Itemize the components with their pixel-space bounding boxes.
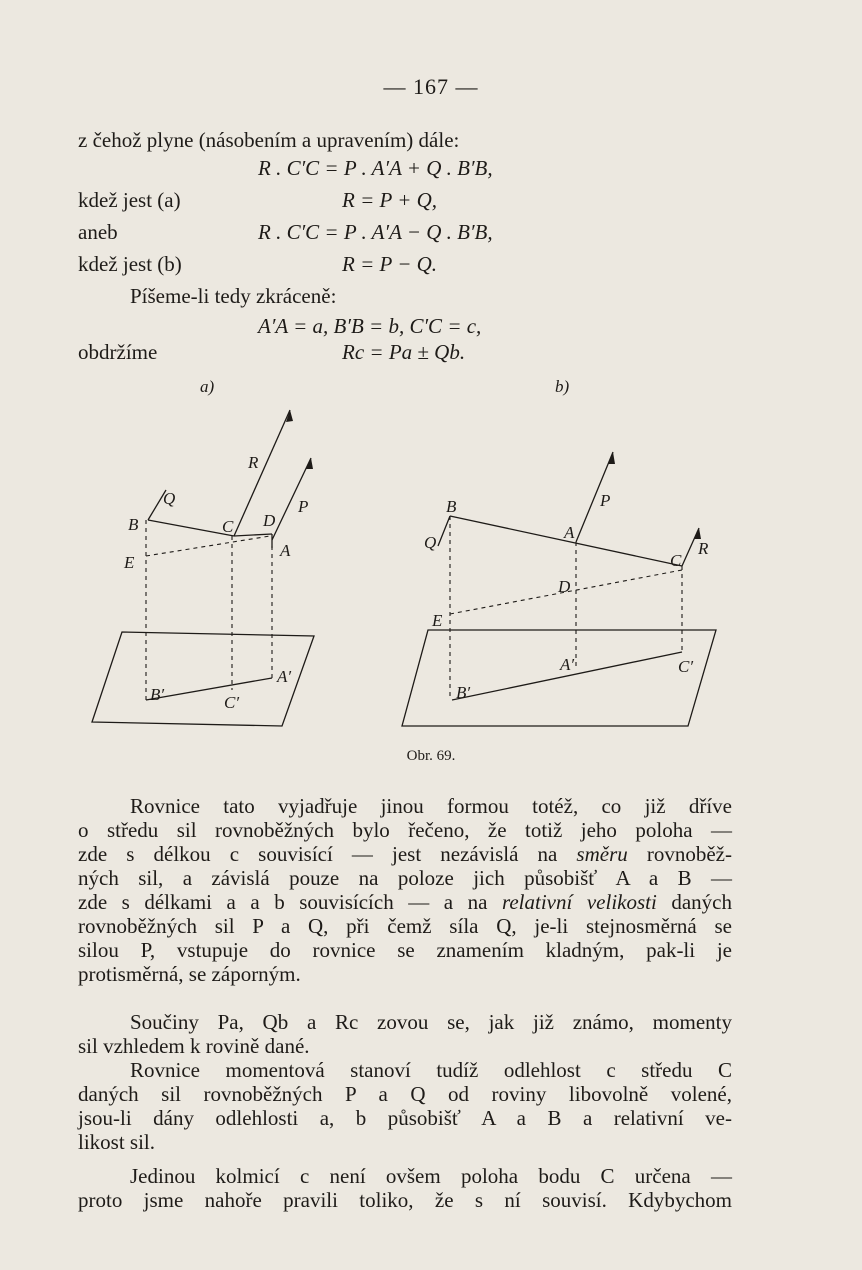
dashed-ed-a [146, 536, 270, 556]
shortened-line: Píšeme-li tedy zkráceně: [130, 284, 337, 308]
label-a-c: C [222, 517, 234, 536]
label-b-q: Q [424, 533, 437, 552]
p1-line-7: silou P, vstupuje do rovnice se znamením kladným, pak-li je [78, 938, 732, 962]
label-a-q: Q [163, 489, 176, 508]
p1-line-6: rovnoběžných sil P a Q, při čemž síla Q, je-li stejnosměrná se [78, 914, 732, 938]
label-a-c1: C′ [224, 693, 240, 712]
figure-caption: Obr. 69. [406, 748, 456, 764]
line-cd-a [234, 534, 272, 536]
label-b-b1: B′ [456, 683, 471, 702]
or-label: aneb [78, 220, 118, 244]
p1-line-3 [78, 842, 732, 866]
equation-4: R = P − Q. [342, 252, 438, 276]
label-a-r: R [248, 453, 259, 472]
we-get-label: obdržíme [78, 340, 158, 364]
where-b-label: kdež jest (b) [78, 252, 182, 276]
p1-line-4: ných sil, a závislá pouze na poloze jich působišť A a B — [78, 866, 732, 890]
p4-line-2: proto jsme nahoře pravili toliko, že s ní souvisí. Kdybychom [78, 1188, 732, 1212]
page-number: — 167 — [383, 74, 479, 99]
equation-2: R = P + Q, [342, 188, 438, 212]
p1-line-5c: daných [656, 890, 732, 914]
p1-line-5-emph: relativní velikosti [501, 890, 657, 914]
label-a-e: E [124, 553, 135, 572]
label-a-b1: B′ [150, 685, 165, 704]
equation-3: R . C′C = P . A′A − Q . B′B, [258, 220, 493, 244]
arrow-r-b [694, 528, 701, 539]
p2-line-1: Součiny Pa, Qb a Rc zovou se, jak již známo, momenty [130, 1010, 732, 1034]
intro-line: z čehož plyne (násobením a upravením) dále: [78, 128, 460, 152]
panel-b-label: b) [555, 377, 570, 396]
label-b-c1: C′ [678, 657, 694, 676]
equation-5: A′A = a, B′B = b, C′C = c, [258, 314, 482, 338]
line-b1a1-a [146, 678, 272, 700]
p1-line-5 [78, 890, 732, 914]
arrow-p-b [608, 452, 615, 464]
where-a-label: kdež jest (a) [78, 188, 181, 212]
label-a-b: B [128, 515, 139, 534]
p3-line-3: jsou-li dány odlehlosti a, b působišť A a B a relativní ve- [78, 1106, 732, 1130]
panel-a-label: a) [200, 377, 215, 396]
label-b-d: D [558, 577, 571, 596]
p1-line-8: protisměrná, se záporným. [78, 962, 301, 986]
label-b-b: B [446, 497, 457, 516]
p3-line-4: likost sil. [78, 1130, 156, 1154]
label-b-p: P [600, 491, 611, 510]
p1-line-1: Rovnice tato vyjadřuje jinou formou totéž, co již dříve [130, 794, 732, 818]
label-b-a: A [564, 523, 575, 542]
label-a-a1: A′ [277, 667, 292, 686]
label-b-c: C [670, 551, 682, 570]
p2-line-2: sil vzhledem k rovině dané. [78, 1034, 310, 1058]
label-a-d: D [263, 511, 276, 530]
p4-line-1: Jedinou kolmicí c není ovšem poloha bodu C určena — [130, 1164, 732, 1188]
label-b-a1: A′ [560, 655, 575, 674]
p1-line-5a: zde s délkami a a b souvisících — a na [78, 890, 502, 914]
label-b-e: E [432, 611, 443, 630]
p3-line-1: Rovnice momentová stanoví tudíž odlehlost c středu C [130, 1058, 732, 1082]
p3-line-2: daných sil rovnoběžných P a Q od roviny libovolně volené, [78, 1082, 732, 1106]
force-r-a [234, 410, 290, 536]
p1-line-3a: zde s délkou c souvisící — jest nezávislá na [78, 842, 577, 866]
label-a-a: A [280, 541, 291, 560]
p1-line-3c: rovnoběž- [627, 842, 732, 866]
p1-line-2: o středu sil rovnoběžných bylo řečeno, že totiž jeho poloha — [78, 818, 732, 842]
equation-6: Rc = Pa ± Qb. [342, 340, 466, 364]
equation-1: R . C′C = P . A′A + Q . B′B, [258, 156, 493, 180]
force-q-b [438, 516, 450, 546]
label-a-p: P [298, 497, 309, 516]
figure-69 [0, 370, 862, 750]
label-b-r: R [698, 539, 709, 558]
p1-line-3-emph: směru [576, 842, 628, 866]
